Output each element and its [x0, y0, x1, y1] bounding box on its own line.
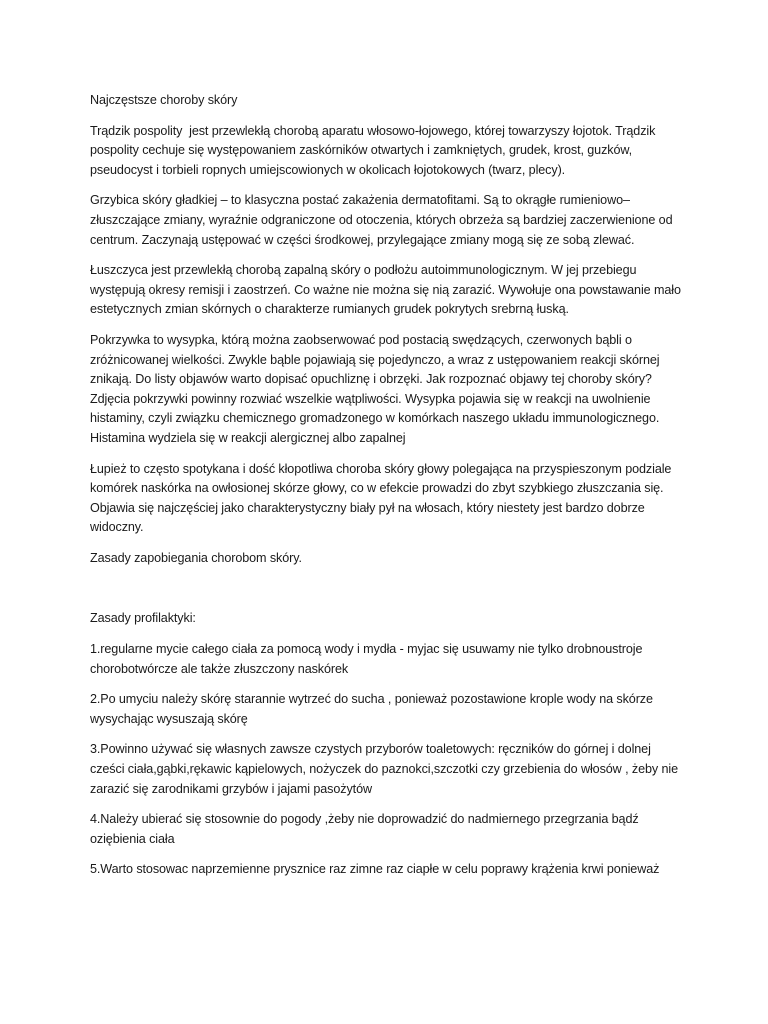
prophylaxis-heading: Zasady profilaktyki:	[90, 611, 196, 626]
document-title: Najczęstsze choroby skóry	[90, 93, 238, 107]
rule-item: 3.Powinno używać się własnych zawsze czystych przyborów toaletowych: ręczników do górnej i dolnej cześci ciała,gąbki,rękawic kąpielowych, nożyczek do paznokci,szczotki czy grzebienia do włosów , żeby nie zarazić się zarodnikami grzybów i jajami pasożytów	[90, 742, 682, 796]
rule-item: 2.Po umyciu należy skórę starannie wytrzeć do sucha , ponieważ pozostawione krople wody na skórze wysychając wysuszają skórę	[90, 692, 657, 726]
paragraph-grzybica: Grzybica skóry gładkiej – to klasyczna postać zakażenia dermatofitami. Są to okrągłe rumieniowo–złuszczające zmiany, wyraźnie odgraniczone od otoczenia, których obrzeża są bardziej zaczerwienione od centrum. Zaczynają ustępować w części środkowej, przylegające zmiany mogą się ze sobą zlewać.	[90, 193, 676, 247]
rule-item: 4.Należy ubierać się stosownie do pogody ,żeby nie doprowadzić do nadmiernego przegrzania bądź oziębienia ciała	[90, 812, 642, 846]
rule-item: 1.regularne mycie całego ciała za pomocą wody i mydła - myjac się usuwamy nie tylko drobnoustroje chorobotwórcze ale także złuszczony naskórek	[90, 642, 646, 676]
prevention-heading: Zasady zapobiegania chorobom skóry.	[90, 550, 302, 565]
document-body	[90, 91, 688, 891]
paragraph-lupiez: Łupież to często spotykana i dość kłopotliwa choroba skóry głowy polegająca na przyspieszonym podziale komórek naskórka na owłosionej skórze głowy, co w efekcie prowadzi do zbyt szybkiego złuszczania się. Objawia się najczęściej jako charakterystyczny biały pył na włosach, który niestety jest bardzo dobrze widoczny.	[90, 461, 675, 535]
paragraph-pokrzywka: Pokrzywka to wysypka, którą można zaobserwować pod postacią swędzących, czerwonych bąbli o zróżnicowanej wielkości. Zwykle bąble pojawiają się pojedynczo, a wraz z ustępowaniem reakcji skórnej znikają. Do listy objawów warto dopisać opuchliznę i obrzęki. Jak rozpoznać objawy tej choroby skóry? Zdjęcia pokrzywki powinny rozwiać wszelkie wątpliwości. Wysypka pojawia się w reakcji na uwolnienie histaminy, czyli związku chemicznego gromadzonego w komórkach naszego układu immunologicznego. Histamina wydziela się w reakcji alergicznej albo zapalnej	[90, 332, 663, 445]
rule-item: 5.Warto stosowac naprzemienne prysznice raz zimne raz ciapłe w celu poprawy krążenia krwi ponieważ	[90, 862, 660, 877]
paragraph-luszczyca: Łuszczyca jest przewlekłą chorobą zapalną skóry o podłożu autoimmunologicznym. W jej przebiegu występują okresy remisji i zaostrzeń. Co ważne nie można się nią zarazić. Wywołuje ona powstawanie mało estetycznych zmian skórnych o charakterze rumianych grudek pokrytych srebrną łuską.	[90, 263, 685, 317]
paragraph-tradzik: Trądzik pospolity jest przewlekłą chorobą aparatu włosowo-łojowego, której towarzyszy łojotok. Trądzik pospolity cechuje się występowaniem zaskórników otwartych i zamkniętych, grudek, krost, guzków, pseudocyst i torbieli ropnych umiejscowionych w okolicach łojotokowych (twarz, plecy).	[90, 123, 659, 177]
